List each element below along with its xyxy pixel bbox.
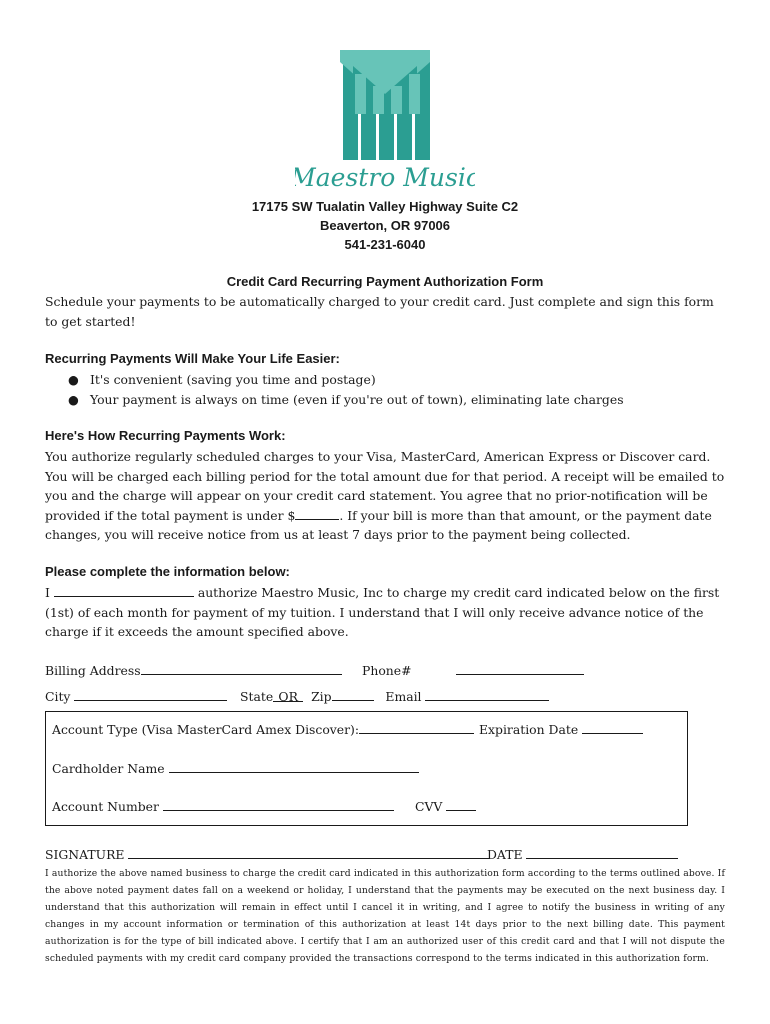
phone-row: Phone# bbox=[362, 662, 584, 678]
signature-field[interactable] bbox=[128, 846, 489, 859]
list-item: ● It's convenient (saving you time and postage) bbox=[68, 370, 624, 390]
date-row: DATE bbox=[487, 846, 678, 862]
payment-limit-field[interactable] bbox=[295, 507, 339, 520]
email-field[interactable] bbox=[425, 688, 549, 701]
city-row: City bbox=[45, 688, 227, 704]
piano-keys-logo-graphic bbox=[295, 44, 475, 194]
complete-info-heading: Please complete the information below: bbox=[45, 564, 290, 579]
state-field[interactable]: OR bbox=[273, 689, 303, 702]
legal-disclaimer: I authorize the above named business to charge the credit card indicated in this authorization form according to the terms outlined above. If the above noted payment dates fall on a weekend or holiday, I understand that the payments may be executed on the next business day. I understand that this authorization will remain in effect until I cancel it in writing, and I agree to notify the business in writing of any changes in my account information or termination of this authorization at least 14t days prior to the next billing date. This payment authorization is for the type of bill indicated above. I certify that I am an authorized user of this credit card and that I will not dispute the scheduled payments with my credit card company provided the transactions correspond to the terms indicated in this authorization form. bbox=[45, 868, 725, 964]
form-title: Credit Card Recurring Payment Authorization Form bbox=[226, 274, 544, 289]
authorizer-name-field[interactable] bbox=[54, 584, 194, 597]
address-street: 17175 SW Tualatin Valley Highway Suite C2 bbox=[251, 199, 519, 214]
cvv-row: CVV bbox=[415, 798, 476, 814]
business-address bbox=[0, 197, 770, 254]
zip-field[interactable] bbox=[332, 688, 374, 701]
billing-address-row: Billing Address bbox=[45, 662, 342, 678]
cardholder-name-field[interactable] bbox=[169, 760, 419, 773]
intro-text: Schedule your payments to be automatically charged to your credit card. Just complete and sign this form to get started! bbox=[45, 294, 714, 329]
account-number-field[interactable] bbox=[163, 798, 394, 811]
signature-row: SIGNATURE bbox=[45, 846, 489, 862]
how-it-works-text: You authorize regularly scheduled charges to your Visa, MasterCard, American Express or Discover card. You will be charged each billing period for the total amount due for that period. A receipt will be emailed to you and the charge will appear on your credit card statement. You agree that no prior-notification will be provided if the total payment is under $ . If your bill is more than that amount, or the payment date changes, you will receive notice from us at least 7 days prior to the payment being collected. bbox=[45, 449, 725, 542]
address-phone: 541-231-6040 bbox=[344, 237, 426, 252]
phone-field[interactable] bbox=[456, 662, 584, 675]
expiration-date-field[interactable] bbox=[582, 721, 643, 734]
bullet-icon: ● bbox=[68, 372, 79, 387]
billing-address-field[interactable] bbox=[141, 662, 342, 675]
date-field[interactable] bbox=[526, 846, 678, 859]
bullet-icon: ● bbox=[68, 391, 79, 407]
cardholder-row: Cardholder Name bbox=[52, 760, 419, 776]
address-city: Beaverton, OR 97006 bbox=[319, 218, 451, 233]
account-type-field[interactable] bbox=[359, 721, 474, 734]
brand-wordmark: Maestro Music bbox=[295, 163, 475, 192]
benefits-heading: Recurring Payments Will Make Your Life Easier: bbox=[45, 351, 340, 366]
authorization-text: I authorize Maestro Music, Inc to charge my credit card indicated below on the first (1st) of each month for payment of my tuition. I understand that I will only receive advance notice of the charge if it exceeds the amount specified above. bbox=[45, 585, 720, 639]
account-type-row: Account Type (Visa MasterCard Amex Discover): bbox=[52, 721, 474, 737]
state-zip-email-row: State OR Zip Email bbox=[240, 688, 549, 704]
city-field[interactable] bbox=[74, 688, 227, 701]
expiration-row: Expiration Date bbox=[479, 721, 643, 737]
account-number-row: Account Number bbox=[52, 798, 394, 814]
benefits-list bbox=[68, 370, 624, 409]
how-it-works-heading: Here's How Recurring Payments Work: bbox=[45, 428, 286, 443]
maestro-music-logo bbox=[295, 44, 475, 194]
cvv-field[interactable] bbox=[446, 798, 476, 811]
list-item: ● Your payment is always on time (even if you're out of town), eliminating late charges bbox=[68, 390, 624, 410]
